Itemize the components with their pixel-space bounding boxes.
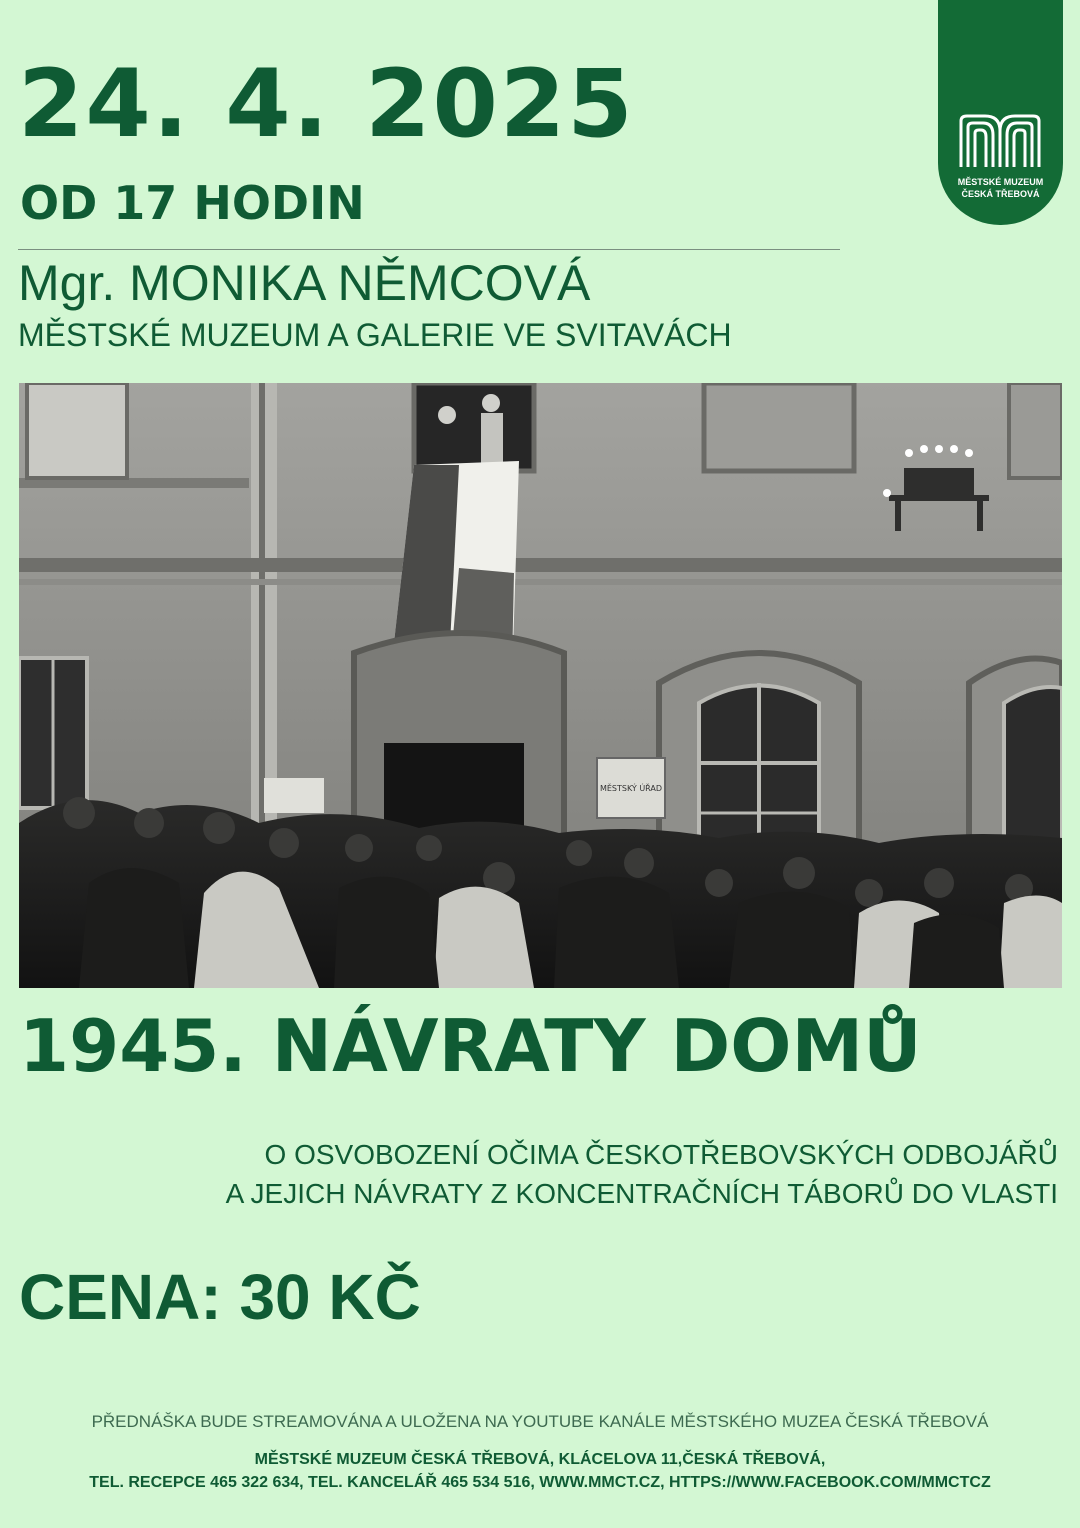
logo-text-line1: MĚSTSKÉ MUZEUM (957, 177, 1044, 187)
logo-text-line2: ČESKÁ TŘEBOVÁ (961, 189, 1040, 200)
historical-photo (19, 383, 1062, 988)
photo-sign-text: MĚSTSKÝ ÚŘAD (599, 784, 663, 793)
subtitle-line2: A JEJICH NÁVRATY Z KONCENTRAČNÍCH TÁBORŮ DO VLASTI (225, 1178, 1058, 1210)
speaker-institution: MĚSTSKÉ MUZEUM A GALERIE VE SVITAVÁCH (18, 317, 732, 353)
museum-logo-icon (957, 113, 1043, 169)
lecture-title: 1945. NÁVRATY DOMŮ (19, 1004, 922, 1088)
subtitle-line1: O OSVOBOZENÍ OČIMA ČESKOTŘEBOVSKÝCH ODBOJÁŘŮ (264, 1139, 1058, 1170)
admission-price: CENA: 30 KČ (19, 1261, 421, 1333)
speaker-name: Mgr. MONIKA NĚMCOVÁ (18, 255, 591, 311)
photo-illustration (19, 383, 1062, 988)
contact-phones-links[interactable]: TEL. RECEPCE 465 322 634, TEL. KANCELÁŘ 465 534 516, WWW.MMCT.CZ, HTTPS://WWW.FACEBOOK.COM/MMCTCZ (89, 1474, 991, 1492)
contact-info (0, 1448, 1080, 1494)
museum-logo[interactable] (938, 0, 1063, 225)
event-date: 24. 4. 2025 (18, 50, 635, 159)
lecture-subtitle (226, 1135, 1058, 1213)
contact-address: MĚSTSKÉ MUZEUM ČESKÁ TŘEBOVÁ, KLÁCELOVA 11,ČESKÁ TŘEBOVÁ, (254, 1451, 826, 1468)
stream-note: PŘEDNÁŠKA BUDE STREAMOVÁNA A ULOŽENA NA YOUTUBE KANÁLE MĚSTSKÉHO MUZEA ČESKÁ TŘEBOVÁ (91, 1412, 989, 1431)
event-time: OD 17 HODIN (20, 176, 365, 230)
divider (18, 249, 840, 250)
